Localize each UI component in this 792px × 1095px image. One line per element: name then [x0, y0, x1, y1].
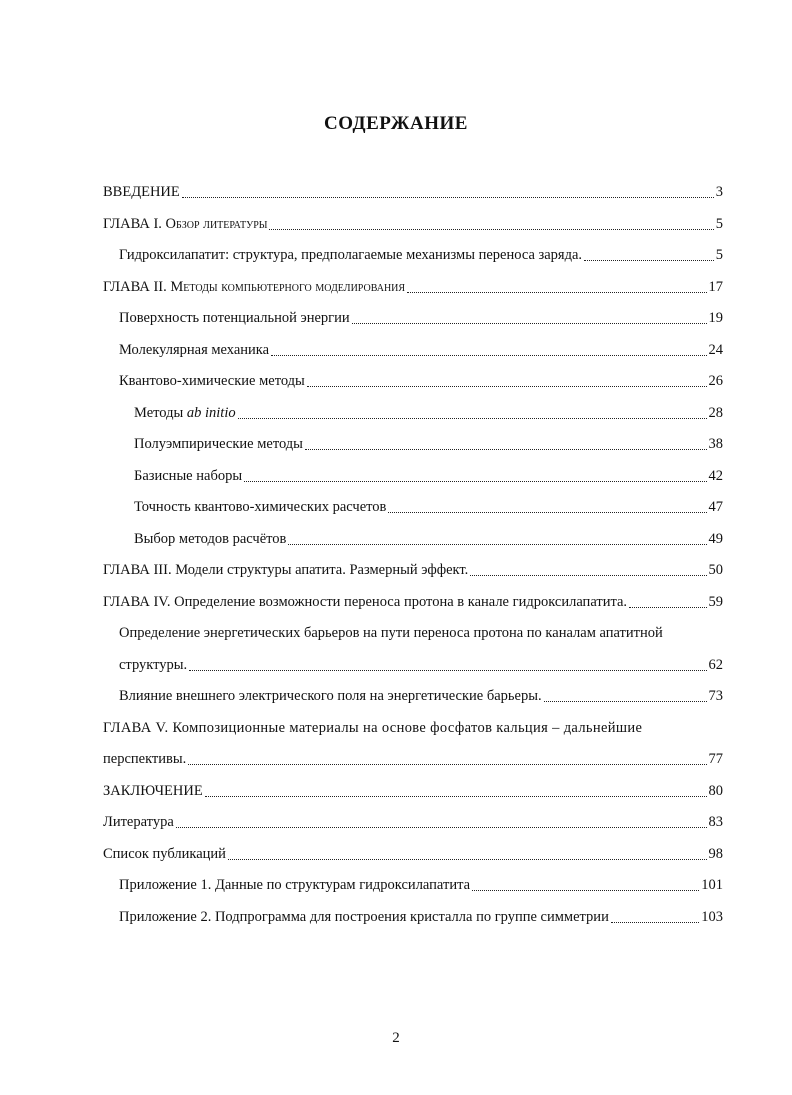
toc-entry-chapter-4[interactable]: ГЛАВА IV. Определение возможности переноса протона в канале гидроксилапатита. 59 [103, 593, 723, 610]
toc-entry-ab-initio[interactable]: Методы ab initio 28 [134, 404, 723, 421]
toc-entry-chapter-5[interactable]: ГЛАВА V. Композиционные материалы на основе фосфатов кальция – дальнейшие перспективы. 77 [103, 713, 723, 776]
toc-entry-hydroxyapatite-structure[interactable]: Гидроксилапатит: структура, предполагаемые механизмы переноса заряда. 5 [119, 247, 723, 264]
page-number: 2 [392, 1030, 400, 1046]
toc-entry-line: Определение энергетических барьеров на пути переноса протона по каналам апатитной [119, 625, 663, 642]
toc-entry-chapter-2[interactable]: ГЛАВА II. Методы компьютерного моделирования 17 [103, 278, 723, 295]
table-of-contents [103, 177, 723, 933]
toc-entry-electric-field[interactable]: Влияние внешнего электрического поля на энергетические барьеры. 73 [119, 688, 723, 705]
toc-entry-accuracy[interactable]: Точность квантово-химических расчетов 47 [134, 499, 723, 516]
toc-entry-chapter-1[interactable]: ГЛАВА I. Обзор литературы 5 [103, 215, 723, 232]
toc-entry-appendix-2[interactable]: Приложение 2. Подпрограмма для построения кристалла по группе симметрии 103 [119, 908, 723, 925]
toc-entry-potential-energy-surface[interactable]: Поверхность потенциальной энергии 19 [119, 310, 723, 327]
toc-entry-basis-sets[interactable]: Базисные наборы 42 [134, 467, 723, 484]
toc-entry-semiempirical[interactable]: Полуэмпирические методы 38 [134, 436, 723, 453]
toc-entry-line: ГЛАВА V. Композиционные материалы на основе фосфатов кальция – дальнейшие [103, 719, 643, 736]
toc-entry-chapter-3[interactable]: ГЛАВА III. Модели структуры апатита. Размерный эффект. 50 [103, 562, 723, 579]
toc-entry-energy-barriers[interactable]: Определение энергетических барьеров на пути переноса протона по каналам апатитной структуры. 62 [103, 618, 723, 681]
toc-entry-conclusion[interactable]: ЗАКЛЮЧЕНИЕ 80 [103, 782, 723, 799]
toc-entry-molecular-mechanics[interactable]: Молекулярная механика 24 [119, 341, 723, 358]
page-title: СОДЕРЖАНИЕ [324, 113, 468, 134]
toc-entry-appendix-1[interactable]: Приложение 1. Данные по структурам гидроксилапатита 101 [119, 877, 723, 894]
toc-entry-literature[interactable]: Литература 83 [103, 814, 723, 831]
toc-entry-quantum-chemical-methods[interactable]: Квантово-химические методы 26 [119, 373, 723, 390]
toc-entry-method-choice[interactable]: Выбор методов расчётов 49 [134, 530, 723, 547]
toc-entry-introduction[interactable]: ВВЕДЕНИЕ 3 [103, 184, 723, 201]
toc-entry-publications[interactable]: Список публикаций 98 [103, 845, 723, 862]
